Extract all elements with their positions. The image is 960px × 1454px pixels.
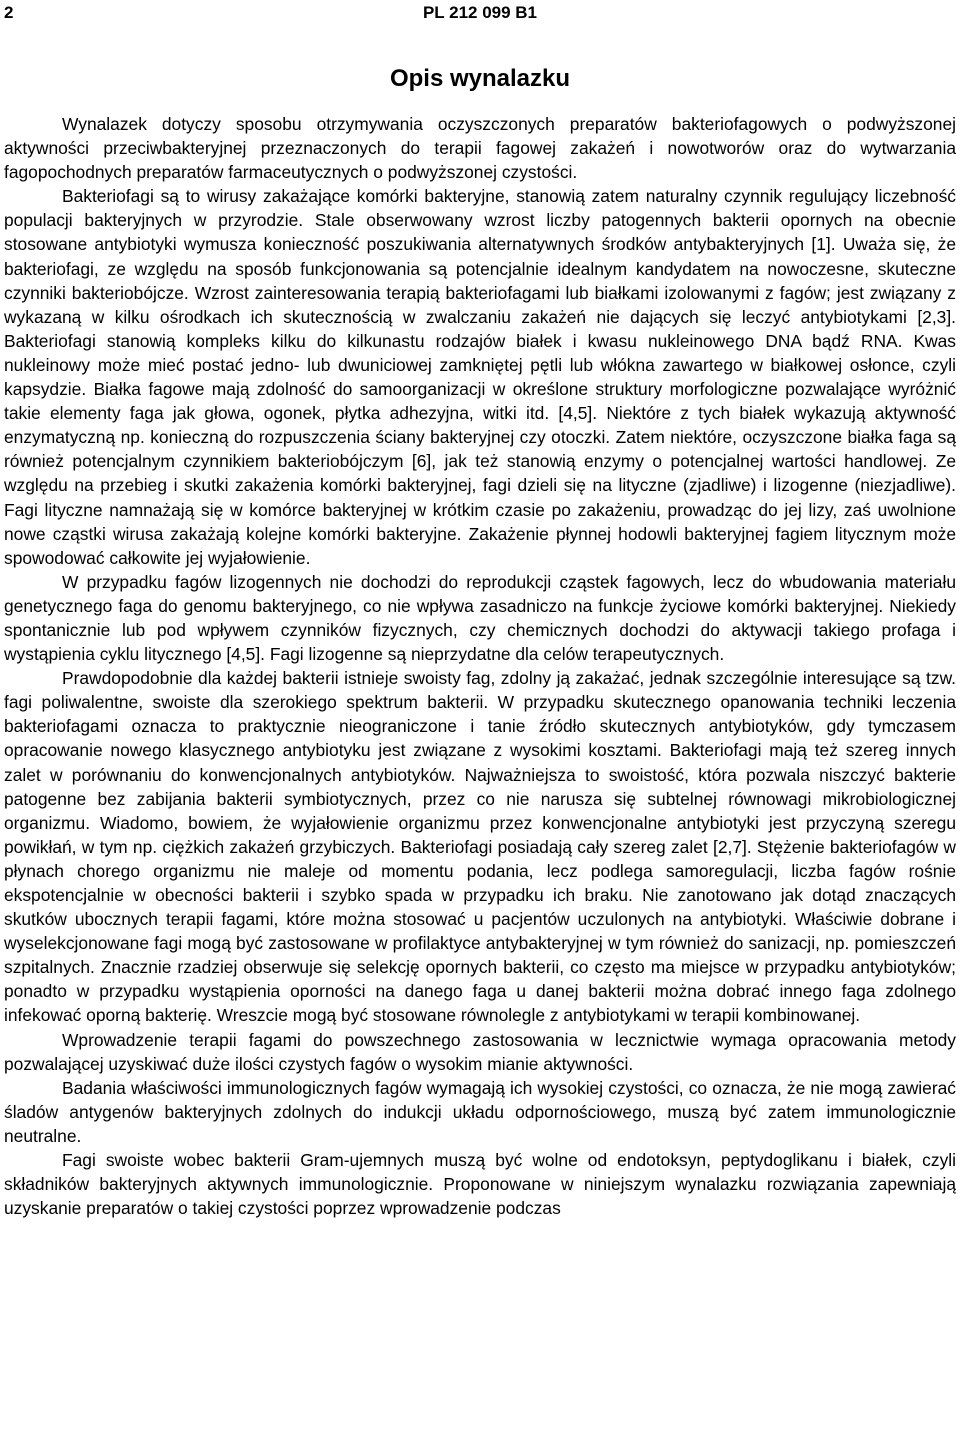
paragraph: Fagi swoiste wobec bakterii Gram-ujemnych muszą być wolne od endotoksyn, peptydoglikanu i białek, czyli składników bakteryjnych aktywnych immunologicznie. Proponowane w niniejszym wynalazku rozwiązania zapewniają uzyskanie preparatów o takiej czystości poprzez wprowadzenie podczas (4, 1150, 956, 1219)
page-header (4, 2, 956, 24)
paragraph: W przypadku fagów lizogennych nie dochodzi do reprodukcji cząstek fagowych, lecz do wbudowania materiału genetycznego faga do genomu bakteryjnego, co nie wpływa zasadniczo na funkcje życiowe komórki bakteryjnej. Niekiedy spontanicznie lub pod wpływem czynników fizycznych, czy chemicznych dochodzi do aktywacji takiego profaga i wystąpienia cyklu litycznego [4,5]. Fagi lizogenne są nieprzydatne dla celów terapeutycznych. (4, 571, 956, 665)
paragraph: Badania właściwości immunologicznych fagów wymagają ich wysokiej czystości, co oznacza, że nie mogą zawierać śladów antygenów bakteryjnych zdolnych do indukcji układu odpornościowego, muszą być zatem immunologicznie neutralne. (4, 1077, 956, 1146)
body-text (4, 112, 956, 1220)
page-number: 2 (4, 3, 14, 22)
section-title: Opis wynalazku (389, 65, 571, 92)
paragraph: Prawdopodobnie dla każdej bakterii istnieje swoisty fag, zdolny ją zakażać, jednak szczególnie interesujące są tzw. fagi poliwalentne, swoiste dla szerokiego spektrum bakterii. W przypadku skutecznego opanowania techniki leczenia bakteriofagami oznacza to praktycznie nieograniczone i tanie źródło skutecznych antybiotyków, gdy tymczasem opracowanie nowego klasycznego antybiotyku jest związane z wysokimi kosztami. Bakteriofagi mają też szereg innych zalet w porównaniu do konwencjonalnych antybiotyków. Najważniejsza to swoistość, która pozwala niszczyć bakterie patogenne bez zabijania bakterii symbiotycznych, przez co nie narusza się subtelnej równowagi mikrobiologicznej organizmu. Wiadomo, bowiem, że wyjałowienie organizmu przez konwencjonalne antybiotyki jest przyczyną szeregu powikłań, w tym np. ciężkich zakażeń grzybiczych. Bakteriofagi posiadają cały szereg zalet [2,7]. Stężenie bakteriofagów w płynach chorego organizmu nie maleje od momentu podania, lecz podlega samoregulacji, liczba fagów rośnie ekspotencjalnie w obecności bakterii i szybko spada w przypadku ich braku. Nie zanotowano jak dotąd znaczących skutków ubocznych terapii fagami, które można stosować u pacjentów uczulonych na antybiotyki. Właściwie dobrane i wyselekcjonowane fagi mogą być zastosowane w profilaktyce antybakteryjnej w tym również do sanizacji, np. pomieszczeń szpitalnych. Znacznie rzadziej obserwuje się selekcję opornych bakterii, co często ma miejsce w przypadku antybiotyków; ponadto w przypadku wystąpienia oporności na danego faga u danej bakterii można dobrać innego faga zdolnego infekować oporną bakterię. Wreszcie mogą być stosowane równolegle z antybiotykami w terapii kombinowanej. (4, 668, 956, 1026)
paragraph: Wynalazek dotyczy sposobu otrzymywania oczyszczonych preparatów bakteriofagowych o podwyższonej aktywności przeciwbakteryjnej przeznaczonych do terapii fagowej zakażeń i nowotworów oraz do wytwarzania fagopochodnych preparatów farmaceutycznych o podwyższonej czystości. (4, 114, 956, 183)
paragraph: Wprowadzenie terapii fagami do powszechnego zastosowania w lecznictwie wymaga opracowania metody pozwalającej uzyskiwać duże ilości czystych fagów o wysokim mianie aktywności. (4, 1029, 956, 1074)
patent-number: PL 212 099 B1 (422, 3, 538, 22)
paragraph: Bakteriofagi są to wirusy zakażające komórki bakteryjne, stanowią zatem naturalny czynnik regulujący liczebność populacji bakteryjnych w przyrodzie. Stale obserwowany wzrost liczby patogennych bakterii opornych na obecnie stosowane antybiotyki wymusza konieczność poszukiwania alternatywnych środków antybakteryjnych [1]. Uważa się, że bakteriofagi, ze względu na sposób funkcjonowania są potencjalnie idealnym kandydatem na nowoczesne, skuteczne czynniki bakteriobójcze. Wzrost zainteresowania terapią bakteriofagami lub białkami izolowanymi z fagów; jest związany z wykazaną w kilku ośrodkach ich skutecznością w zwalczaniu zakażeń nie dających się leczyć antybiotykami [2,3]. Bakteriofagi stanowią kompleks kilku do kilkunastu rodzajów białek i kwasu nukleinowego DNA bądź RNA. Kwas nukleinowy może mieć postać jedno- lub dwuniciowej zamkniętej pętli lub włókna zawartego w białkowej osłonce, czyli kapsydzie. Białka fagowe mają zdolność do samoorganizacji w określone struktury morfologiczne pozwalające wyróżnić takie elementy faga jak głowa, ogonek, płytka adhezyjna, witki itd. [4,5]. Niektóre z tych białek wykazują aktywność enzymatyczną np. konieczną do rozpuszczenia ściany bakteryjnej czy otoczki. Zatem niektóre, oczyszczone białka faga są również potencjalnym czynnikiem bakteriobójczym [6], jak też stanowią enzymy o potencjalnej wartości handlowej. Ze względu na przebieg i skutki zakażenia komórki bakteryjnej, fagi dzieli się na lityczne (zjadliwe) i lizogenne (niezjadliwe). Fagi lityczne namnażają się w komórce bakteryjnej w krótkim czasie po zakażeniu, prowadząc do jej lizy, zaś uwolnione nowe cząstki wirusa zakażają kolejne komórki bakteryjne. Zakażenie płynnej hodowli bakteryjnej fagiem litycznym może spowodować całkowite jej wyjałowienie. (4, 186, 956, 568)
